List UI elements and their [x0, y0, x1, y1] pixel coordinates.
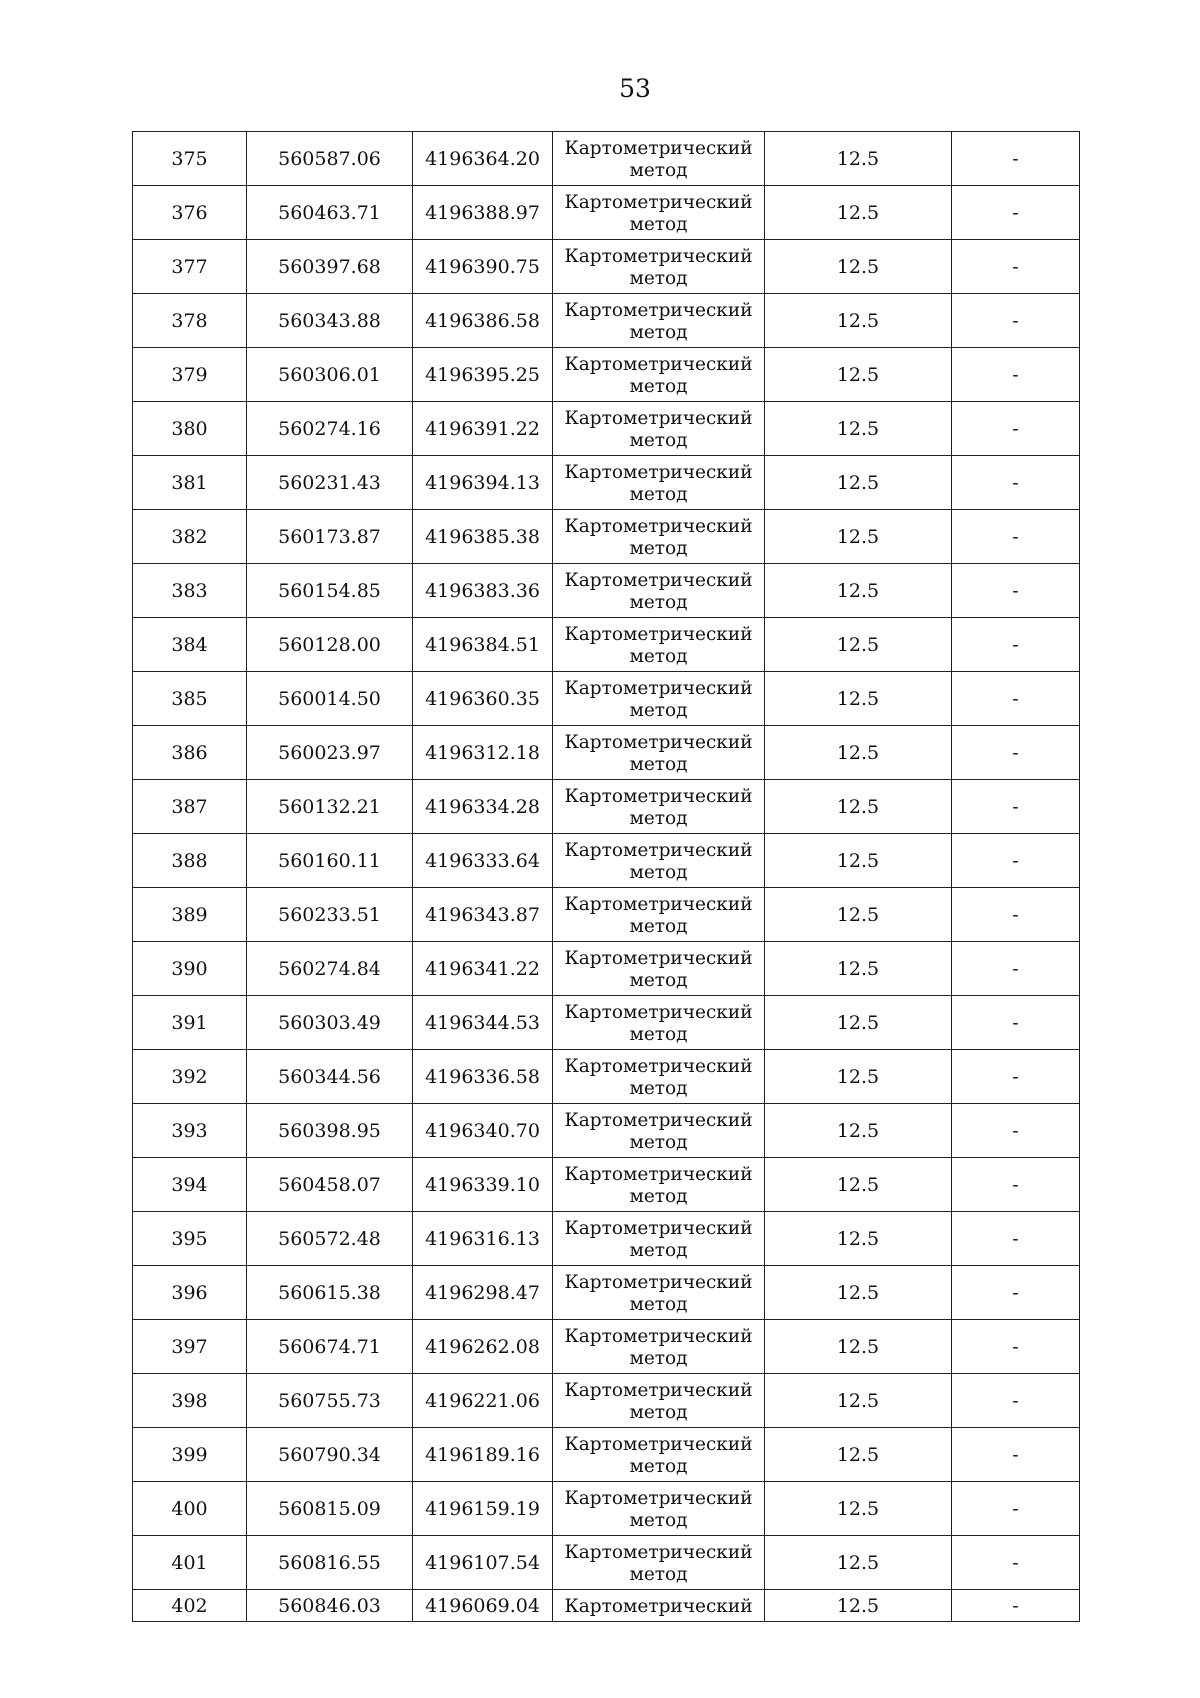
table-row: [133, 996, 1080, 1050]
x-coordinate-cell: 560233.51: [247, 888, 413, 942]
point-number-cell: 381: [133, 456, 247, 510]
method-cell: Картометрический метод: [553, 402, 765, 456]
accuracy-cell: 12.5: [765, 510, 952, 564]
method-cell: Картометрический метод: [553, 1482, 765, 1536]
accuracy-cell: 12.5: [765, 1050, 952, 1104]
x-coordinate-cell: 560398.95: [247, 1104, 413, 1158]
point-number-cell: 379: [133, 348, 247, 402]
y-coordinate-cell: 4196069.04: [413, 1590, 553, 1622]
accuracy-cell: 12.5: [765, 1158, 952, 1212]
note-cell: -: [952, 402, 1080, 456]
table-row: [133, 1050, 1080, 1104]
y-coordinate-cell: 4196394.13: [413, 456, 553, 510]
coordinates-table-body: [133, 132, 1080, 1622]
method-cell: Картометрический: [553, 1590, 765, 1622]
note-cell: -: [952, 618, 1080, 672]
table-row: [133, 564, 1080, 618]
point-number-cell: 400: [133, 1482, 247, 1536]
accuracy-cell: 12.5: [765, 618, 952, 672]
point-number-cell: 380: [133, 402, 247, 456]
x-coordinate-cell: 560815.09: [247, 1482, 413, 1536]
note-cell: -: [952, 1320, 1080, 1374]
y-coordinate-cell: 4196383.36: [413, 564, 553, 618]
method-cell: Картометрический метод: [553, 1536, 765, 1590]
point-number-cell: 401: [133, 1536, 247, 1590]
x-coordinate-cell: 560755.73: [247, 1374, 413, 1428]
x-coordinate-cell: 560572.48: [247, 1212, 413, 1266]
y-coordinate-cell: 4196334.28: [413, 780, 553, 834]
point-number-cell: 388: [133, 834, 247, 888]
y-coordinate-cell: 4196107.54: [413, 1536, 553, 1590]
method-cell: Картометрический метод: [553, 1374, 765, 1428]
point-number-cell: 397: [133, 1320, 247, 1374]
note-cell: -: [952, 942, 1080, 996]
x-coordinate-cell: 560846.03: [247, 1590, 413, 1622]
x-coordinate-cell: 560615.38: [247, 1266, 413, 1320]
note-cell: -: [952, 1266, 1080, 1320]
method-cell: Картометрический метод: [553, 888, 765, 942]
note-cell: -: [952, 240, 1080, 294]
point-number-cell: 393: [133, 1104, 247, 1158]
note-cell: -: [952, 1158, 1080, 1212]
method-cell: Картометрический метод: [553, 564, 765, 618]
x-coordinate-cell: 560303.49: [247, 996, 413, 1050]
table-row: [133, 1320, 1080, 1374]
x-coordinate-cell: 560674.71: [247, 1320, 413, 1374]
x-coordinate-cell: 560132.21: [247, 780, 413, 834]
point-number-cell: 385: [133, 672, 247, 726]
x-coordinate-cell: 560816.55: [247, 1536, 413, 1590]
accuracy-cell: 12.5: [765, 888, 952, 942]
x-coordinate-cell: 560397.68: [247, 240, 413, 294]
accuracy-cell: 12.5: [765, 942, 952, 996]
coordinates-table: [132, 131, 1080, 1622]
accuracy-cell: 12.5: [765, 402, 952, 456]
method-cell: Картометрический метод: [553, 294, 765, 348]
note-cell: -: [952, 834, 1080, 888]
x-coordinate-cell: 560587.06: [247, 132, 413, 186]
method-cell: Картометрический метод: [553, 348, 765, 402]
method-cell: Картометрический метод: [553, 834, 765, 888]
method-cell: Картометрический метод: [553, 456, 765, 510]
point-number-cell: 384: [133, 618, 247, 672]
y-coordinate-cell: 4196391.22: [413, 402, 553, 456]
note-cell: -: [952, 456, 1080, 510]
x-coordinate-cell: 560023.97: [247, 726, 413, 780]
y-coordinate-cell: 4196395.25: [413, 348, 553, 402]
y-coordinate-cell: 4196341.22: [413, 942, 553, 996]
method-cell: Картометрический метод: [553, 1050, 765, 1104]
method-cell: Картометрический метод: [553, 618, 765, 672]
method-cell: Картометрический метод: [553, 1266, 765, 1320]
table-row: [133, 780, 1080, 834]
x-coordinate-cell: 560128.00: [247, 618, 413, 672]
point-number-cell: 387: [133, 780, 247, 834]
y-coordinate-cell: 4196385.38: [413, 510, 553, 564]
y-coordinate-cell: 4196339.10: [413, 1158, 553, 1212]
note-cell: -: [952, 1590, 1080, 1622]
table-row: [133, 726, 1080, 780]
y-coordinate-cell: 4196316.13: [413, 1212, 553, 1266]
point-number-cell: 382: [133, 510, 247, 564]
x-coordinate-cell: 560274.16: [247, 402, 413, 456]
table-row: [133, 1536, 1080, 1590]
point-number-cell: 389: [133, 888, 247, 942]
y-coordinate-cell: 4196340.70: [413, 1104, 553, 1158]
note-cell: -: [952, 1212, 1080, 1266]
method-cell: Картометрический метод: [553, 132, 765, 186]
note-cell: -: [952, 510, 1080, 564]
y-coordinate-cell: 4196221.06: [413, 1374, 553, 1428]
table-row: [133, 1212, 1080, 1266]
point-number-cell: 392: [133, 1050, 247, 1104]
point-number-cell: 386: [133, 726, 247, 780]
table-row: [133, 888, 1080, 942]
note-cell: -: [952, 294, 1080, 348]
y-coordinate-cell: 4196388.97: [413, 186, 553, 240]
accuracy-cell: 12.5: [765, 1428, 952, 1482]
accuracy-cell: 12.5: [765, 1104, 952, 1158]
table-row: [133, 456, 1080, 510]
point-number-cell: 398: [133, 1374, 247, 1428]
x-coordinate-cell: 560231.43: [247, 456, 413, 510]
accuracy-cell: 12.5: [765, 726, 952, 780]
table-row: [133, 348, 1080, 402]
y-coordinate-cell: 4196360.35: [413, 672, 553, 726]
accuracy-cell: 12.5: [765, 186, 952, 240]
accuracy-cell: 12.5: [765, 1212, 952, 1266]
x-coordinate-cell: 560014.50: [247, 672, 413, 726]
note-cell: -: [952, 1050, 1080, 1104]
table-row: [133, 186, 1080, 240]
method-cell: Картометрический метод: [553, 240, 765, 294]
x-coordinate-cell: 560160.11: [247, 834, 413, 888]
note-cell: -: [952, 996, 1080, 1050]
x-coordinate-cell: 560458.07: [247, 1158, 413, 1212]
table-row: [133, 1482, 1080, 1536]
accuracy-cell: 12.5: [765, 240, 952, 294]
table-row: [133, 942, 1080, 996]
y-coordinate-cell: 4196159.19: [413, 1482, 553, 1536]
y-coordinate-cell: 4196189.16: [413, 1428, 553, 1482]
method-cell: Картометрический метод: [553, 1428, 765, 1482]
table-row: [133, 672, 1080, 726]
note-cell: -: [952, 1536, 1080, 1590]
method-cell: Картометрический метод: [553, 1212, 765, 1266]
note-cell: -: [952, 186, 1080, 240]
table-row: [133, 240, 1080, 294]
table-row: [133, 1104, 1080, 1158]
accuracy-cell: 12.5: [765, 456, 952, 510]
table-row: [133, 1374, 1080, 1428]
point-number-cell: 383: [133, 564, 247, 618]
accuracy-cell: 12.5: [765, 348, 952, 402]
method-cell: Картометрический метод: [553, 186, 765, 240]
x-coordinate-cell: 560790.34: [247, 1428, 413, 1482]
table-row: [133, 1266, 1080, 1320]
accuracy-cell: 12.5: [765, 996, 952, 1050]
note-cell: -: [952, 1104, 1080, 1158]
accuracy-cell: 12.5: [765, 1374, 952, 1428]
note-cell: -: [952, 726, 1080, 780]
accuracy-cell: 12.5: [765, 780, 952, 834]
y-coordinate-cell: 4196312.18: [413, 726, 553, 780]
table-row: [133, 834, 1080, 888]
table-row: [133, 1158, 1080, 1212]
point-number-cell: 375: [133, 132, 247, 186]
point-number-cell: 377: [133, 240, 247, 294]
table-row: [133, 1590, 1080, 1622]
note-cell: -: [952, 672, 1080, 726]
y-coordinate-cell: 4196298.47: [413, 1266, 553, 1320]
accuracy-cell: 12.5: [765, 294, 952, 348]
accuracy-cell: 12.5: [765, 1536, 952, 1590]
point-number-cell: 395: [133, 1212, 247, 1266]
x-coordinate-cell: 560306.01: [247, 348, 413, 402]
method-cell: Картометрический метод: [553, 672, 765, 726]
accuracy-cell: 12.5: [765, 1590, 952, 1622]
note-cell: -: [952, 1374, 1080, 1428]
y-coordinate-cell: 4196336.58: [413, 1050, 553, 1104]
x-coordinate-cell: 560463.71: [247, 186, 413, 240]
method-cell: Картометрический метод: [553, 510, 765, 564]
note-cell: -: [952, 1482, 1080, 1536]
point-number-cell: 396: [133, 1266, 247, 1320]
note-cell: -: [952, 132, 1080, 186]
table-row: [133, 402, 1080, 456]
point-number-cell: 394: [133, 1158, 247, 1212]
accuracy-cell: 12.5: [765, 1266, 952, 1320]
method-cell: Картометрический метод: [553, 1320, 765, 1374]
method-cell: Картометрический метод: [553, 996, 765, 1050]
point-number-cell: 378: [133, 294, 247, 348]
point-number-cell: 391: [133, 996, 247, 1050]
x-coordinate-cell: 560343.88: [247, 294, 413, 348]
table-row: [133, 1428, 1080, 1482]
y-coordinate-cell: 4196384.51: [413, 618, 553, 672]
point-number-cell: 399: [133, 1428, 247, 1482]
coordinates-table-wrapper: [132, 131, 1079, 1622]
method-cell: Картометрический метод: [553, 1158, 765, 1212]
table-row: [133, 618, 1080, 672]
note-cell: -: [952, 888, 1080, 942]
x-coordinate-cell: 560344.56: [247, 1050, 413, 1104]
page-number: 53: [619, 74, 651, 103]
y-coordinate-cell: 4196343.87: [413, 888, 553, 942]
accuracy-cell: 12.5: [765, 564, 952, 618]
method-cell: Картометрический метод: [553, 942, 765, 996]
x-coordinate-cell: 560173.87: [247, 510, 413, 564]
accuracy-cell: 12.5: [765, 834, 952, 888]
method-cell: Картометрический метод: [553, 726, 765, 780]
table-row: [133, 294, 1080, 348]
x-coordinate-cell: 560154.85: [247, 564, 413, 618]
note-cell: -: [952, 780, 1080, 834]
y-coordinate-cell: 4196390.75: [413, 240, 553, 294]
note-cell: -: [952, 348, 1080, 402]
accuracy-cell: 12.5: [765, 1482, 952, 1536]
table-row: [133, 132, 1080, 186]
x-coordinate-cell: 560274.84: [247, 942, 413, 996]
note-cell: -: [952, 1428, 1080, 1482]
y-coordinate-cell: 4196364.20: [413, 132, 553, 186]
method-cell: Картометрический метод: [553, 780, 765, 834]
y-coordinate-cell: 4196333.64: [413, 834, 553, 888]
note-cell: -: [952, 564, 1080, 618]
accuracy-cell: 12.5: [765, 672, 952, 726]
y-coordinate-cell: 4196386.58: [413, 294, 553, 348]
method-cell: Картометрический метод: [553, 1104, 765, 1158]
y-coordinate-cell: 4196344.53: [413, 996, 553, 1050]
y-coordinate-cell: 4196262.08: [413, 1320, 553, 1374]
accuracy-cell: 12.5: [765, 1320, 952, 1374]
point-number-cell: 402: [133, 1590, 247, 1622]
point-number-cell: 390: [133, 942, 247, 996]
point-number-cell: 376: [133, 186, 247, 240]
accuracy-cell: 12.5: [765, 132, 952, 186]
table-row: [133, 510, 1080, 564]
